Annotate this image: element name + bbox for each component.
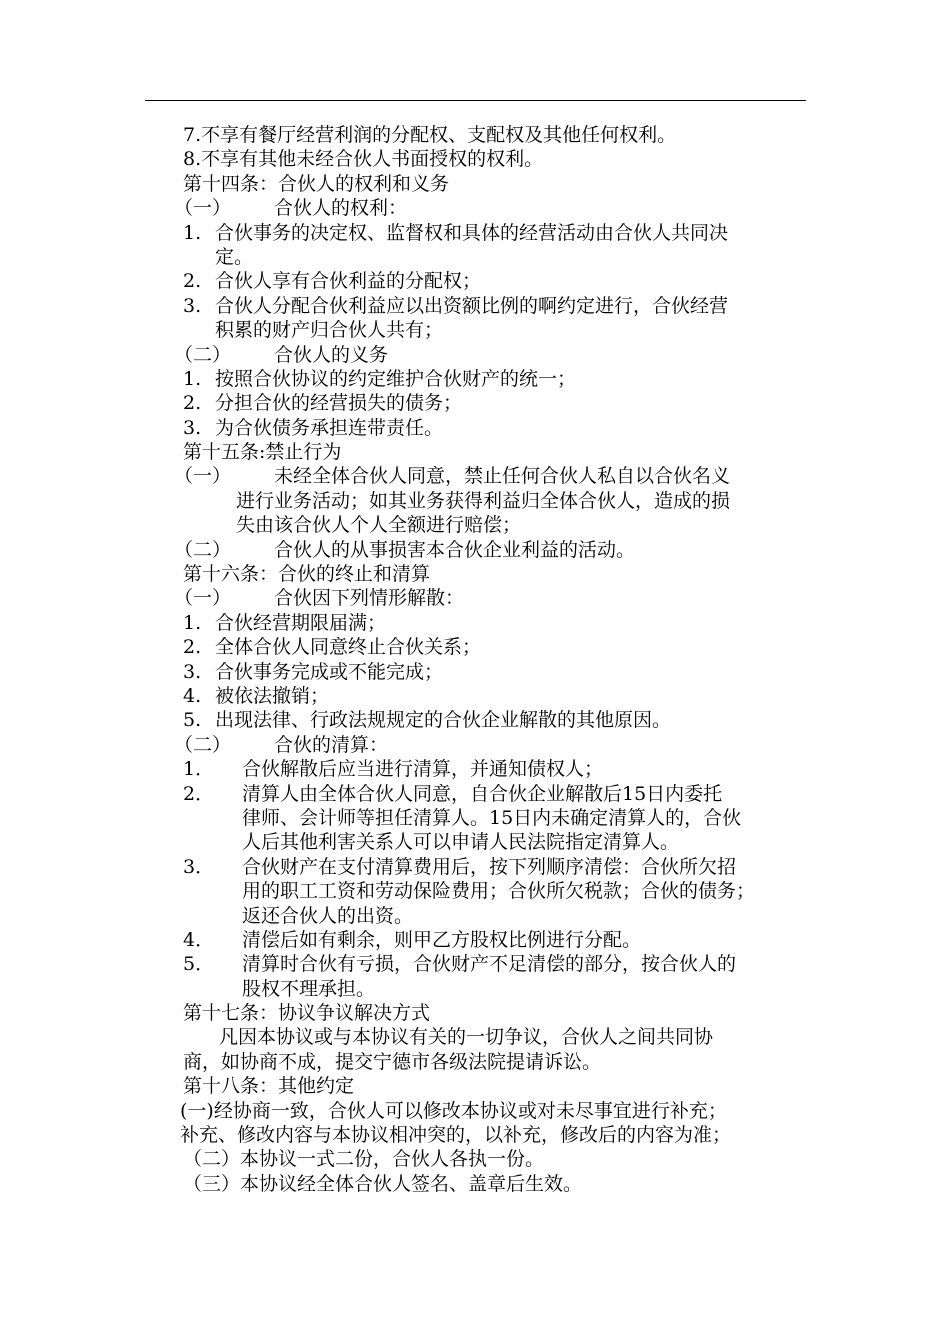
item-text: 合伙事务的决定权、监督权和具体的经营活动由合伙人共同决	[215, 221, 729, 244]
liquidation-item-4	[183, 928, 823, 952]
article-15-section-2	[174, 538, 823, 562]
article-17-heading: 第十七条：协议争议解决方式	[183, 1002, 431, 1025]
item-text: 分担合伙的经营损失的债务；	[215, 392, 463, 415]
article-16-heading: 第十六条：合伙的终止和清算	[183, 563, 431, 586]
article-18-section-1: (一)经协商一致，合伙人可以修改本协议或对未尽事宜进行补充；	[180, 1099, 727, 1122]
item-text: 清算人由全体合伙人同意，自合伙企业解散后15日内委托	[242, 782, 723, 805]
article-16-section-1	[174, 586, 823, 610]
article-15-section-1-cont: 进行业务活动；如其业务获得利益归全体合伙人，造成的损	[236, 489, 731, 512]
item-number: 2.	[183, 636, 202, 659]
item-text: 被依法撤销；	[215, 684, 330, 707]
section-text: 未经全体合伙人同意，禁止任何合伙人私自以合伙名义	[274, 465, 731, 488]
item-number: 3.	[183, 294, 202, 317]
article-17-paragraph-cont: 商，如协商不成，提交宁德市各级法院提请诉讼。	[183, 1050, 602, 1073]
liquidation-item-2-cont: 人后其他利害关系人可以申请人民法院指定清算人。	[242, 831, 680, 854]
item-number: 3.	[183, 660, 202, 683]
liquidation-item-3-cont: 返还合伙人的出资。	[242, 904, 414, 927]
item-text: 出现法律、行政法规规定的合伙企业解散的其他原因。	[215, 709, 672, 732]
article-17-paragraph: 凡因本协议或与本协议有关的一切争议，合伙人之间共同协	[219, 1026, 714, 1049]
liquidation-item-5	[183, 952, 823, 976]
liquidation-item-2-cont: 律师、会计师等担任清算人。15日内未确定清算人的，合伙	[242, 806, 742, 829]
duty-item-3	[183, 416, 823, 440]
section-number: （一）	[174, 587, 232, 610]
section-title: 合伙的清算：	[274, 733, 389, 756]
rights-item-1	[183, 221, 823, 245]
rights-item-1-cont: 定。	[215, 245, 254, 268]
duty-item-1	[183, 367, 823, 391]
liquidation-item-1	[183, 757, 823, 781]
article-14-heading: 第十四条：合伙人的权利和义务	[183, 172, 450, 195]
item-number: 4.	[183, 684, 202, 707]
item-number: 1.	[183, 367, 202, 390]
item-text: 为合伙债务承担连带责任。	[215, 416, 444, 439]
article-16-section-2	[174, 733, 823, 757]
item-number: 2.	[183, 270, 202, 293]
item-number: 3．	[183, 855, 215, 878]
item-text: 合伙财产在支付清算费用后，按下列顺序清偿：合伙所欠招	[242, 855, 737, 878]
article-15-section-1-cont: 失由该合伙人个人全额进行赔偿；	[236, 514, 522, 537]
section-title: 合伙因下列情形解散：	[274, 587, 465, 610]
section-number: （一）	[174, 197, 232, 220]
liquidation-item-3	[183, 855, 823, 879]
clause-7: 7.不享有餐厅经营利润的分配权、支配权及其他任何权利。	[183, 124, 677, 146]
liquidation-item-5-cont: 股权不理承担。	[242, 977, 376, 1000]
item-text: 合伙人分配合伙利益应以出资额比例的啊约定进行，合伙经营	[215, 294, 729, 317]
rights-item-2	[183, 269, 823, 293]
section-number: （二）	[174, 343, 232, 366]
rights-item-3-cont: 积累的财产归合伙人共有；	[215, 319, 444, 342]
article-18-section-3: （三）本协议经全体合伙人签名、盖章后生效。	[183, 1172, 583, 1195]
clause-8: 8.不享有其他未经合伙人书面授权的权利。	[183, 148, 544, 171]
item-number: 2．	[183, 782, 215, 805]
article-18-heading: 第十八条：其他约定	[183, 1075, 355, 1098]
dissolution-item-2	[183, 635, 823, 659]
article-18-section-1-cont: 补充、修改内容与本协议相冲突的，以补充，修改后的内容为准；	[180, 1124, 732, 1147]
item-text: 清算时合伙有亏损，合伙财产不足清偿的部分，按合伙人的	[242, 953, 737, 976]
liquidation-item-3-cont: 用的职工工资和劳动保险费用；合伙所欠税款；合伙的债务；	[242, 880, 756, 903]
item-number: 4．	[183, 928, 215, 951]
rights-item-3	[183, 294, 823, 318]
dissolution-item-4	[183, 684, 823, 708]
document-body	[174, 123, 823, 1196]
section-number: （二）	[174, 733, 232, 756]
header-rule	[145, 100, 806, 101]
dissolution-item-5	[183, 708, 823, 732]
item-number: 1.	[183, 611, 202, 634]
article-15-heading: 第十五条:禁止行为	[183, 441, 342, 464]
item-number: 3.	[183, 416, 202, 439]
item-text: 合伙事务完成或不能完成；	[215, 660, 444, 683]
section-text: 合伙人的从事损害本合伙企业利益的活动。	[274, 538, 636, 561]
article-14-section-1	[174, 196, 823, 220]
article-14-section-2	[174, 343, 823, 367]
item-number: 1.	[183, 221, 202, 244]
item-number: 5．	[183, 953, 215, 976]
item-text: 合伙解散后应当进行清算，并通知债权人；	[242, 758, 604, 781]
liquidation-item-2	[183, 782, 823, 806]
item-text: 按照合伙协议的约定维护合伙财产的统一；	[215, 367, 577, 390]
section-number: （一）	[174, 465, 232, 488]
duty-item-2	[183, 391, 823, 415]
item-text: 合伙人享有合伙利益的分配权；	[215, 270, 482, 293]
dissolution-item-3	[183, 660, 823, 684]
item-number: 2.	[183, 392, 202, 415]
article-15-section-1	[174, 464, 823, 488]
item-text: 全体合伙人同意终止合伙关系；	[215, 636, 482, 659]
section-title: 合伙人的义务	[274, 343, 389, 366]
item-number: 5.	[183, 709, 202, 732]
item-number: 1．	[183, 758, 215, 781]
dissolution-item-1	[183, 611, 823, 635]
item-text: 合伙经营期限届满；	[215, 611, 387, 634]
item-text: 清偿后如有剩余，则甲乙方股权比例进行分配。	[242, 928, 642, 951]
section-number: （二）	[174, 538, 232, 561]
section-title: 合伙人的权利：	[274, 197, 408, 220]
article-18-section-2: （二）本协议一式二份，合伙人各执一份。	[183, 1148, 545, 1171]
